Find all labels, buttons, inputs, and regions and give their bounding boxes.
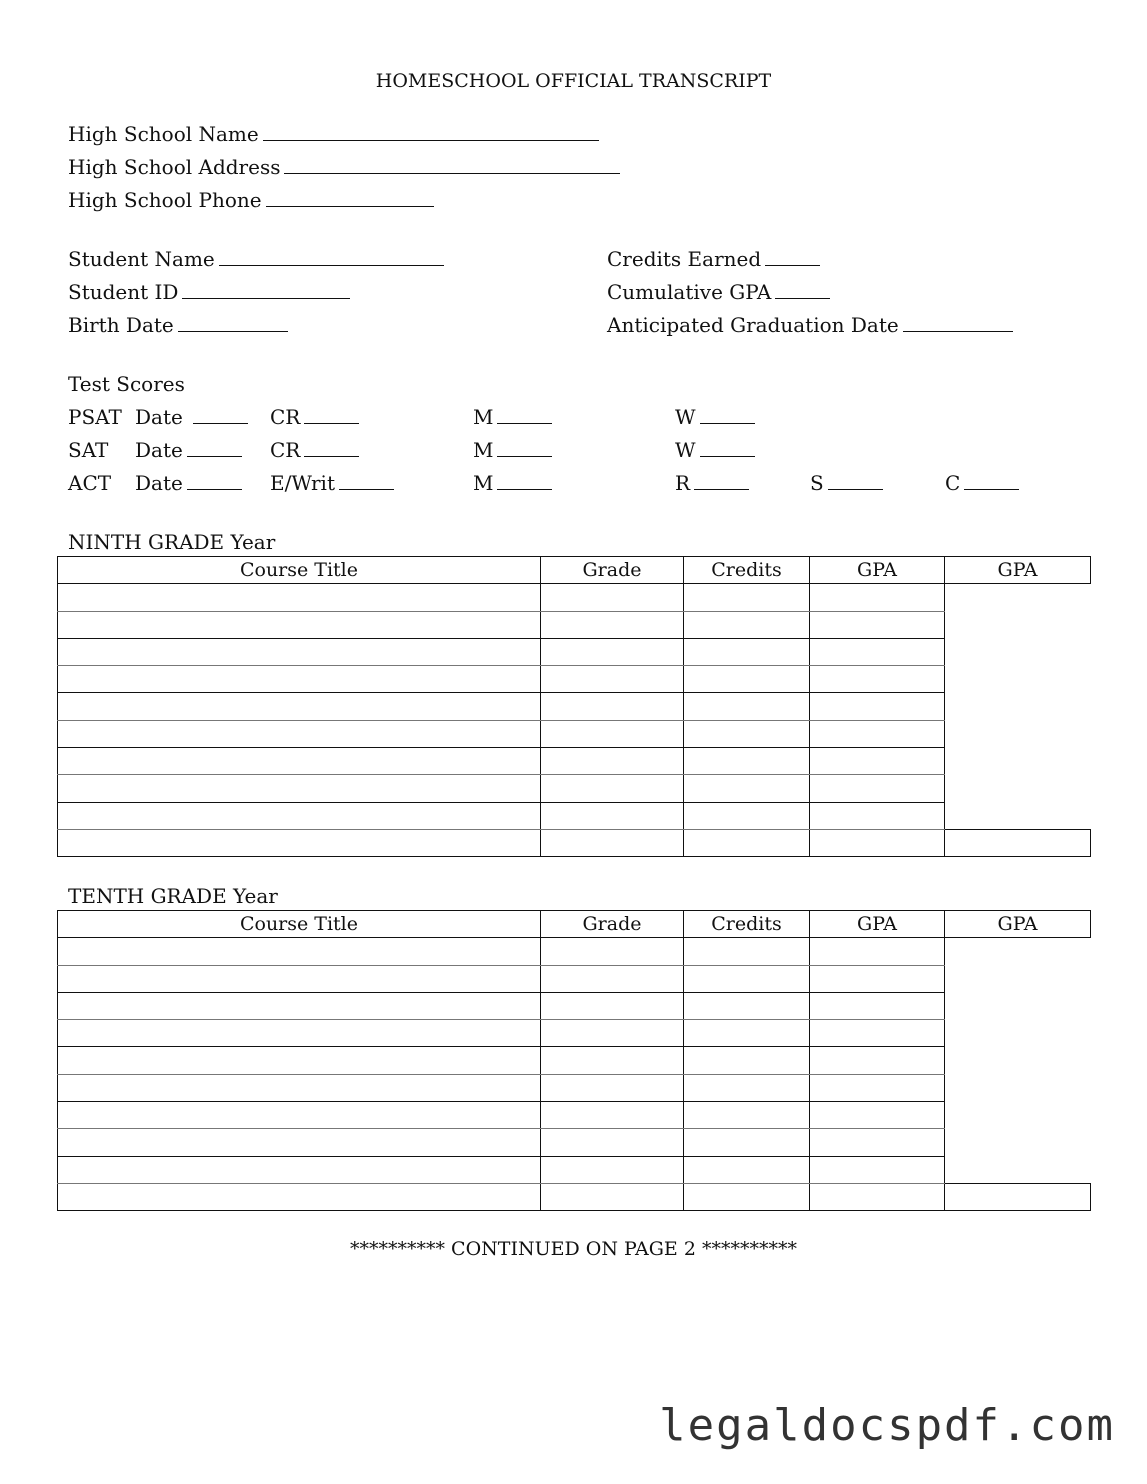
- course-title-cell[interactable]: [58, 693, 541, 720]
- grade-cell[interactable]: [541, 748, 684, 775]
- grade-cell[interactable]: [541, 829, 684, 856]
- credits-cell[interactable]: [684, 1020, 810, 1047]
- cumulative-gpa-label: Cumulative GPA: [607, 280, 772, 304]
- credits-cell[interactable]: [684, 1074, 810, 1101]
- sat-m-blank[interactable]: [497, 440, 552, 457]
- school-name-blank[interactable]: [263, 124, 599, 141]
- sat-cr-label: CR: [270, 438, 301, 462]
- act-s-label: S: [810, 471, 824, 495]
- course-title-cell[interactable]: [58, 802, 541, 829]
- grade-cell[interactable]: [541, 638, 684, 665]
- course-title-cell[interactable]: [58, 1129, 541, 1156]
- school-phone-blank[interactable]: [266, 190, 434, 207]
- gpa-cell[interactable]: [810, 1074, 945, 1101]
- credits-cell[interactable]: [684, 1047, 810, 1074]
- credits-cell[interactable]: [684, 693, 810, 720]
- cumulative-gpa-row: [607, 280, 830, 304]
- course-title-cell[interactable]: [58, 666, 541, 693]
- gpa-total-cell: [945, 1047, 1091, 1074]
- course-title-cell[interactable]: [58, 584, 541, 611]
- document-title: HOMESCHOOL OFFICIAL TRANSCRIPT: [375, 70, 772, 92]
- act-ewrit: [270, 471, 394, 495]
- grade-cell[interactable]: [541, 1102, 684, 1129]
- act-m-label: M: [473, 471, 494, 495]
- psat-m-label: M: [473, 405, 494, 429]
- grade-cell[interactable]: [541, 693, 684, 720]
- student-name-blank[interactable]: [219, 249, 444, 266]
- table-row: [58, 1020, 1091, 1047]
- act-c-blank[interactable]: [964, 473, 1019, 490]
- credits-earned-row: [607, 247, 820, 271]
- birth-date-blank[interactable]: [178, 315, 288, 332]
- gpa-total-cell: [945, 666, 1091, 693]
- course-title-cell[interactable]: [58, 775, 541, 802]
- gpa-total-cell: [945, 1129, 1091, 1156]
- course-title-cell[interactable]: [58, 1102, 541, 1129]
- sat-cr-blank[interactable]: [304, 440, 359, 457]
- student-id-blank[interactable]: [182, 282, 350, 299]
- gpa-total-cell: [945, 965, 1091, 992]
- gpa-total-cell: [945, 1074, 1091, 1101]
- table-row: [58, 611, 1091, 638]
- gpa-cell[interactable]: [810, 1183, 945, 1210]
- gpa-total-cell: [945, 1102, 1091, 1129]
- gpa-cell[interactable]: [810, 611, 945, 638]
- grade-cell[interactable]: [541, 1020, 684, 1047]
- table-row: [58, 802, 1091, 829]
- table-row: [58, 693, 1091, 720]
- psat-w-label: W: [675, 405, 696, 429]
- act-date: [135, 471, 242, 495]
- gpa-total-cell: [945, 720, 1091, 747]
- col-credits: Credits: [684, 557, 810, 584]
- gpa-cell[interactable]: [810, 1102, 945, 1129]
- psat-cr: [270, 405, 359, 429]
- table-row: [58, 775, 1091, 802]
- grade-cell[interactable]: [541, 1074, 684, 1101]
- col-gpa: GPA: [810, 557, 945, 584]
- course-title-cell[interactable]: [58, 611, 541, 638]
- act-r: [675, 471, 749, 495]
- course-title-cell[interactable]: [58, 938, 541, 965]
- gpa-cell[interactable]: [810, 1047, 945, 1074]
- table-row: [58, 584, 1091, 611]
- credits-cell[interactable]: [684, 992, 810, 1019]
- graduation-date-blank[interactable]: [903, 315, 1013, 332]
- table-row: [58, 938, 1091, 965]
- table-row: [58, 1129, 1091, 1156]
- school-address-row: [68, 155, 620, 179]
- grade-cell[interactable]: [541, 992, 684, 1019]
- gpa-cell[interactable]: [810, 802, 945, 829]
- school-address-blank[interactable]: [284, 157, 620, 174]
- table-row: [58, 1156, 1091, 1183]
- table-header-row: [58, 911, 1091, 938]
- act-m: [473, 471, 552, 495]
- act-r-blank[interactable]: [694, 473, 749, 490]
- act-s-blank[interactable]: [828, 473, 883, 490]
- table-header-row: [58, 557, 1091, 584]
- sat-label: SAT: [68, 438, 109, 462]
- sat-w: [675, 438, 755, 462]
- student-id-row: [68, 280, 350, 304]
- course-title-cell[interactable]: [58, 965, 541, 992]
- credits-cell[interactable]: [684, 748, 810, 775]
- psat-w-blank[interactable]: [700, 407, 755, 424]
- student-id-label: Student ID: [68, 280, 179, 304]
- watermark: legaldocspdf.com: [659, 1400, 1115, 1451]
- grade-cell[interactable]: [541, 1156, 684, 1183]
- table-row: [58, 666, 1091, 693]
- sat-m: [473, 438, 552, 462]
- psat-m: [473, 405, 552, 429]
- table-row: [58, 992, 1091, 1019]
- act-s: [810, 471, 883, 495]
- ninth-grade-heading: NINTH GRADE Year: [68, 530, 276, 554]
- psat-w: [675, 405, 755, 429]
- credits-cell[interactable]: [684, 666, 810, 693]
- student-name-label: Student Name: [68, 247, 215, 271]
- gpa-total-cell: [945, 1020, 1091, 1047]
- credits-cell[interactable]: [684, 775, 810, 802]
- course-title-cell[interactable]: [58, 1047, 541, 1074]
- birth-date-label: Birth Date: [68, 313, 174, 337]
- credits-cell[interactable]: [684, 638, 810, 665]
- psat-date: [135, 405, 248, 429]
- act-m-blank[interactable]: [497, 473, 552, 490]
- birth-date-row: [68, 313, 288, 337]
- sat-date: [135, 438, 242, 462]
- cumulative-gpa-blank[interactable]: [775, 282, 830, 299]
- table-row: [58, 638, 1091, 665]
- sat-w-label: W: [675, 438, 696, 462]
- gpa-cell[interactable]: [810, 748, 945, 775]
- grade-cell[interactable]: [541, 666, 684, 693]
- grade-cell[interactable]: [541, 584, 684, 611]
- grade-cell[interactable]: [541, 1047, 684, 1074]
- gpa-total-cell: [945, 938, 1091, 965]
- table-row: [58, 1047, 1091, 1074]
- gpa-total-cell: [945, 693, 1091, 720]
- table-row: [58, 1074, 1091, 1101]
- gpa-cell[interactable]: [810, 584, 945, 611]
- act-label: ACT: [68, 471, 112, 495]
- grade-cell[interactable]: [541, 1129, 684, 1156]
- table-row: [58, 748, 1091, 775]
- table-row: [58, 1183, 1091, 1210]
- tenth-grade-heading: TENTH GRADE Year: [68, 884, 278, 908]
- graduation-date-label: Anticipated Graduation Date: [607, 313, 899, 337]
- grade-cell[interactable]: [541, 802, 684, 829]
- act-r-label: R: [675, 471, 691, 495]
- tenth-grade-table: [57, 910, 1091, 1211]
- school-phone-label: High School Phone: [68, 188, 262, 212]
- table-row: [58, 720, 1091, 747]
- act-date-label: Date: [135, 471, 183, 495]
- psat-cr-blank[interactable]: [304, 407, 359, 424]
- credits-cell[interactable]: [684, 829, 810, 856]
- sat-cr: [270, 438, 359, 462]
- school-address-label: High School Address: [68, 155, 281, 179]
- col-gpa-total: GPA: [945, 911, 1091, 938]
- course-title-cell[interactable]: [58, 638, 541, 665]
- course-title-cell[interactable]: [58, 1020, 541, 1047]
- credits-cell[interactable]: [684, 965, 810, 992]
- credits-cell[interactable]: [684, 611, 810, 638]
- psat-m-blank[interactable]: [497, 407, 552, 424]
- col-credits: Credits: [684, 911, 810, 938]
- gpa-cell[interactable]: [810, 965, 945, 992]
- col-gpa: GPA: [810, 911, 945, 938]
- psat-date-blank[interactable]: [193, 407, 248, 424]
- gpa-cell[interactable]: [810, 775, 945, 802]
- gpa-cell[interactable]: [810, 1129, 945, 1156]
- gpa-total-cell[interactable]: [945, 1183, 1091, 1210]
- gpa-total-cell: [945, 611, 1091, 638]
- table-row: [58, 829, 1091, 856]
- school-phone-row: [68, 188, 434, 212]
- credits-cell[interactable]: [684, 1102, 810, 1129]
- grade-cell[interactable]: [541, 938, 684, 965]
- credits-cell[interactable]: [684, 802, 810, 829]
- credits-cell[interactable]: [684, 1183, 810, 1210]
- col-grade: Grade: [541, 557, 684, 584]
- grade-cell[interactable]: [541, 611, 684, 638]
- credits-cell[interactable]: [684, 1129, 810, 1156]
- student-name-row: [68, 247, 444, 271]
- gpa-total-cell: [945, 775, 1091, 802]
- gpa-cell[interactable]: [810, 992, 945, 1019]
- act-ewrit-blank[interactable]: [339, 473, 394, 490]
- credits-cell[interactable]: [684, 1156, 810, 1183]
- gpa-cell[interactable]: [810, 666, 945, 693]
- credits-cell[interactable]: [684, 720, 810, 747]
- gpa-total-cell: [945, 1156, 1091, 1183]
- gpa-cell[interactable]: [810, 1156, 945, 1183]
- gpa-cell[interactable]: [810, 938, 945, 965]
- continued-note: ********** CONTINUED ON PAGE 2 **********: [350, 1238, 797, 1260]
- act-c-label: C: [945, 471, 961, 495]
- gpa-cell[interactable]: [810, 1020, 945, 1047]
- credits-cell[interactable]: [684, 938, 810, 965]
- course-title-cell[interactable]: [58, 829, 541, 856]
- sat-date-blank[interactable]: [187, 440, 242, 457]
- act-date-blank[interactable]: [187, 473, 242, 490]
- course-title-cell[interactable]: [58, 992, 541, 1019]
- test-scores-heading: Test Scores: [68, 372, 185, 396]
- col-course-title: Course Title: [58, 557, 541, 584]
- grade-cell[interactable]: [541, 720, 684, 747]
- credits-earned-blank[interactable]: [765, 249, 820, 266]
- gpa-total-cell: [945, 638, 1091, 665]
- act-ewrit-label: E/Writ: [270, 471, 335, 495]
- gpa-cell[interactable]: [810, 693, 945, 720]
- course-title-cell[interactable]: [58, 720, 541, 747]
- gpa-cell[interactable]: [810, 638, 945, 665]
- col-course-title: Course Title: [58, 911, 541, 938]
- gpa-total-cell: [945, 992, 1091, 1019]
- credits-cell[interactable]: [684, 584, 810, 611]
- table-row: [58, 965, 1091, 992]
- grade-cell[interactable]: [541, 1183, 684, 1210]
- school-name-label: High School Name: [68, 122, 259, 146]
- ninth-grade-table: [57, 556, 1091, 857]
- course-title-cell[interactable]: [58, 1183, 541, 1210]
- col-grade: Grade: [541, 911, 684, 938]
- graduation-date-row: [607, 313, 1013, 337]
- gpa-total-cell[interactable]: [945, 829, 1091, 856]
- psat-cr-label: CR: [270, 405, 301, 429]
- psat-date-label: Date: [135, 405, 183, 429]
- gpa-total-cell: [945, 584, 1091, 611]
- gpa-total-cell: [945, 748, 1091, 775]
- gpa-total-cell: [945, 802, 1091, 829]
- table-row: [58, 1102, 1091, 1129]
- act-c: [945, 471, 1019, 495]
- gpa-cell[interactable]: [810, 829, 945, 856]
- psat-label: PSAT: [68, 405, 122, 429]
- gpa-cell[interactable]: [810, 720, 945, 747]
- school-name-row: [68, 122, 599, 146]
- sat-w-blank[interactable]: [700, 440, 755, 457]
- sat-m-label: M: [473, 438, 494, 462]
- sat-date-label: Date: [135, 438, 183, 462]
- col-gpa-total: GPA: [945, 557, 1091, 584]
- grade-cell[interactable]: [541, 965, 684, 992]
- credits-earned-label: Credits Earned: [607, 247, 762, 271]
- grade-cell[interactable]: [541, 775, 684, 802]
- course-title-cell[interactable]: [58, 1156, 541, 1183]
- course-title-cell[interactable]: [58, 1074, 541, 1101]
- course-title-cell[interactable]: [58, 748, 541, 775]
